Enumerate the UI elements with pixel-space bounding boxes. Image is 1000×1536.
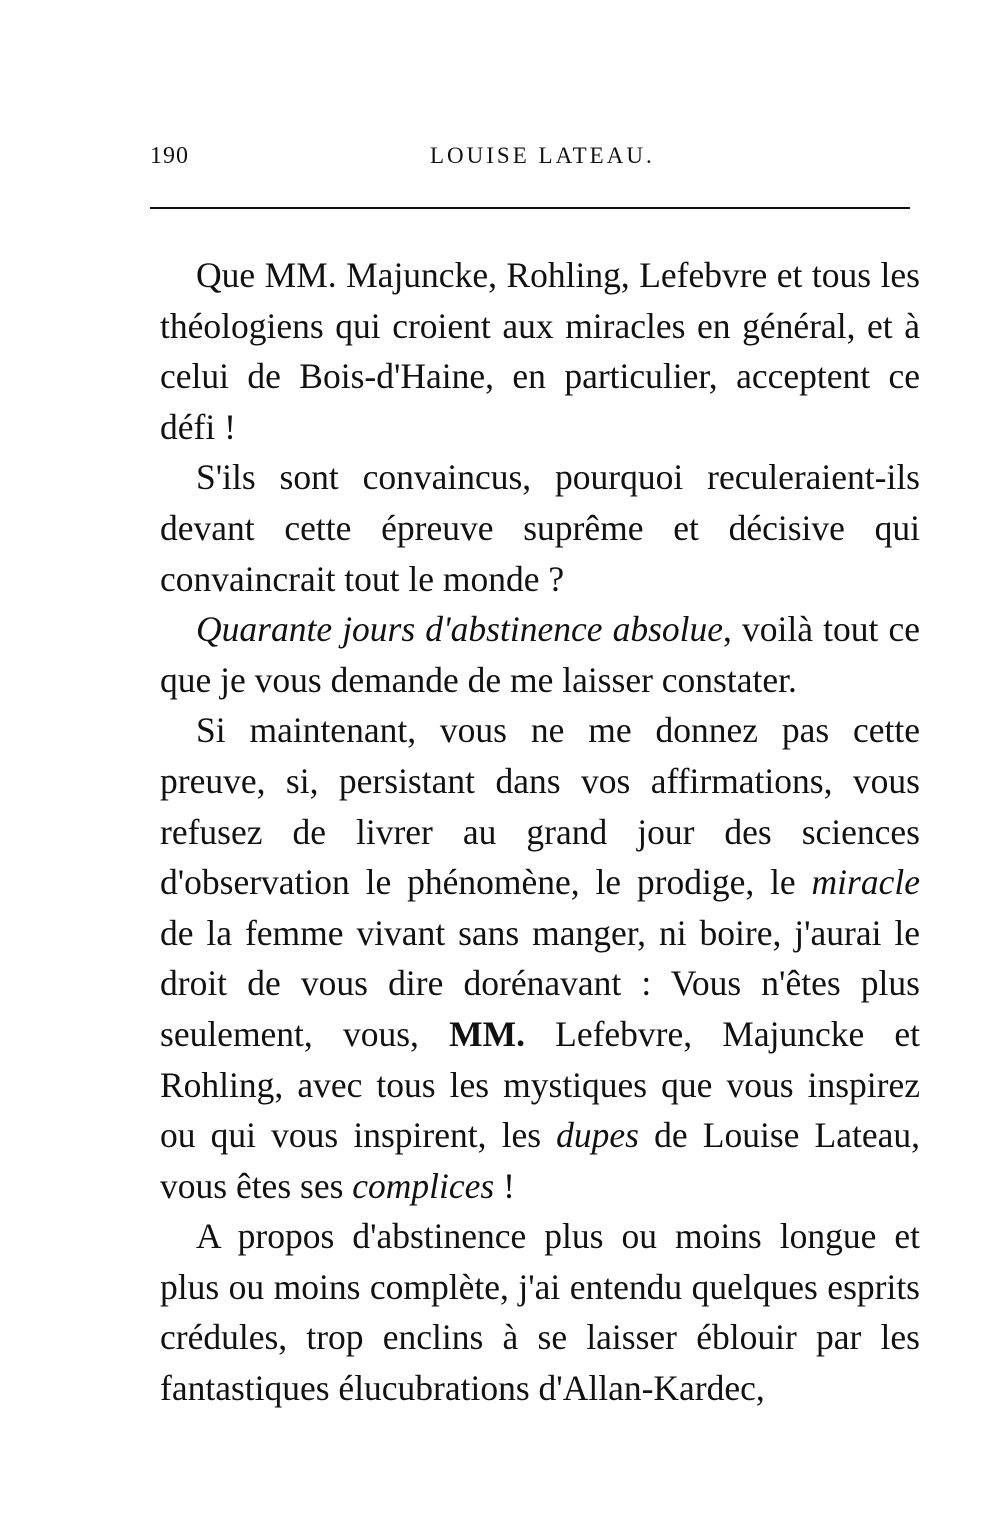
text-run: de Louise Lateau, vous êtes ses (160, 1115, 920, 1206)
text-run: ! (494, 1165, 515, 1206)
running-head (150, 143, 920, 175)
paragraph-4 (160, 705, 920, 1211)
italic-phrase: Quarante jours d'abstinence absolue (196, 609, 724, 650)
italic-word-miracle: miracle (811, 862, 920, 903)
header-rule (150, 207, 910, 209)
paragraph-3 (160, 604, 920, 705)
text-run: Que MM. Majuncke, Rohling, Lefebvre et tous les théologiens qui croient aux miracles en général, et à celui de Bois-d'Haine, en particulier, acceptent ce défi ! (160, 255, 920, 447)
text-run: S'ils sont convaincus, pourquoi reculeraient-ils devant cette épreuve suprême et décisive qui convaincrait tout le monde ? (160, 457, 920, 599)
bold-abbreviation: MM. (449, 1013, 525, 1054)
body-text (160, 250, 920, 1414)
text-run: Lefebvre, Majuncke et Rohling, avec tous les mystiques que vous inspirez ou qui vous inspirent, les (160, 1013, 920, 1156)
text-run: A propos d'abstinence plus ou moins longue et plus ou moins complète, j'ai entendu quelques esprits crédules, trop enclins à se laisser éblouir par les fantastiques élucubrations d'Allan-Kardec, (160, 1216, 920, 1409)
paragraph-1 (160, 250, 920, 452)
text-run: de la femme vivant sans manger, ni boire, j'aurai le droit de vous dire dorénavant : Vous n'êtes plus seulement, vous, (160, 912, 920, 1054)
text-run: Si maintenant, vous ne me donnez pas cette preuve, si, persistant dans vos affirmations, vous refusez de livrer au grand jour des sciences d'observation le phénomène, le prodige, le (160, 710, 920, 903)
page-number: 190 (150, 143, 189, 169)
italic-word-complices: complices (352, 1165, 495, 1206)
paragraph-5 (160, 1211, 920, 1413)
text-run: , voilà tout ce que je vous demande de me laisser constater. (160, 609, 920, 700)
italic-word-dupes: dupes (556, 1115, 639, 1156)
paragraph-2 (160, 452, 920, 604)
running-title: LOUISE LATEAU. (430, 143, 655, 168)
